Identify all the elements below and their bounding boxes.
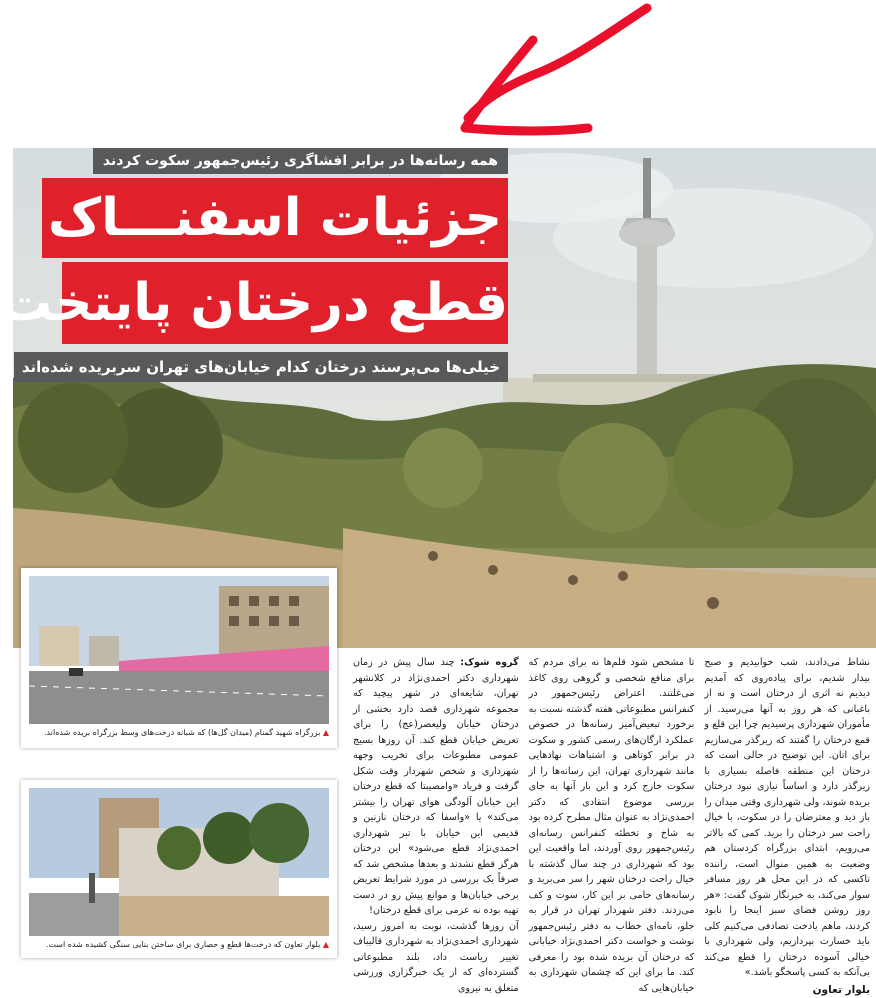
- headline-line-2: قطع درختان پایتخت: [62, 262, 508, 344]
- caption-text: بلوار تعاون که درخت‌ها قطع و حصاری برای ساختن بنایی سنگی کشیده شده است.: [46, 940, 320, 949]
- caption-text: بزرگراه شهید گمنام (میدان گل‌ها) که شبانه درخت‌های وسط بزرگراه بریده شده‌اند.: [44, 728, 320, 737]
- headline-line-1: جزئیات اسفنـــاک: [42, 178, 508, 258]
- article-column-1: [353, 655, 519, 971]
- column-1-text: چند سال پیش در زمان شهرداری دکتر احمدی‌نژاد در کلانشهر تهران، شایعه‌ای در شهر پیچید که مجموعه شهرداری قصد دارد بخشی از درختان خیابان ولیعصر(عج) را برای تعریض خیابان قطع کند. آن روزها بسیج عمومی مطبوعات برای تخریب وجهه شهرداری و شخص شهردار وقت شکل گرفت و فریاد «وامصیبتا که قطع درختان این خیابان آلودگی هوای تهران را بیشتر می‌کند» یا «واسفا که درختان نازنین و قدیمی این خیابان با تبر شهرداری احمدی‌نژاد قطع می‌شود» این درختان هرگز قطع نشدند و بعدها مشخص شد که صرفاً یک بررسی در مورد شرایط تعریض برخی خیابان‌ها و موانع پیش رو در دست تهیه بوده نه عزمی برای قطع درختان!: [353, 657, 519, 916]
- highway-photo: [29, 576, 329, 724]
- triangle-bullet-icon: ▲: [323, 728, 329, 737]
- column-1-text-b: آن روزها گذشت، نوبت به امروز رسید، شهرداری احمدی‌نژاد به شهرداری قالیباف تغییر ریاست داد، بلند مطبوعاتی گسترده‌ای که از یک خبرگزاری ورزشی متعلق به نیروی: [353, 919, 519, 997]
- inset-photo-taavon: [21, 780, 337, 958]
- inset-caption-2: [29, 940, 329, 949]
- triangle-bullet-icon: ▲: [323, 940, 329, 949]
- subsection-heading: بلوار تعاون: [704, 983, 870, 998]
- kicker-strap: همه رسانه‌ها در برابر افشاگری رئیس‌جمهور سکوت کردند: [93, 148, 508, 174]
- subheadline-deck: خیلی‌ها می‌پرسند درختان کدام خیابان‌های تهران سربریده شده‌اند: [14, 352, 508, 382]
- column-2-text: تا مشخص شود قلم‌ها نه برای مردم که برای منافع شخصی و گروهی روی کاغذ می‌غلتند. اعتراض رئیس‌جمهور در کنفرانس مطبوعاتی هفته گذشته نسبت به برخورد تبعیض‌آمیز رسانه‌ها در خصوص عملکرد ارگان‌های رسمی کشور و سکوت در برابر کوتاهی و اشتباهات نهادهایی مانند شهرداری تهران، این رسانه‌ها را از سکوت خارج کرد و این بار آنها به جای بررسی موضوع انتقادی که دکتر احمدی‌نژاد به عنوان مثال مطرح کرده بود به شاخ و تخطئه کنفرانس رسانه‌ای رئیس‌جمهور روی آوردند، اما واقعیت این بود که شهرداری در چند سال گذشته با خیال راحت درختان شهر را سر می‌برید و رسانه‌های حامی بر این کار، سوت و کف می‌زدند. دفتر شهردار تهران در قرار به جلو، نامه‌ای خطاب به دفتر رئیس‌جمهور نوشت و خواست دکتر احمدی‌نژاد خیابانی که درختان آن بریده شده بود را معرفی کند. ما برای این که چشمان شهرداری به خیابان‌هایی که: [529, 655, 695, 996]
- inset-caption-1: [29, 728, 329, 737]
- red-arrow-annotation: [13, 0, 876, 150]
- taavon-boulevard-photo: [29, 788, 329, 936]
- byline-lead: گروه شوک:: [460, 657, 518, 668]
- article-column-3: [704, 655, 870, 971]
- inset-photo-highway: [21, 568, 337, 748]
- article-columns: [353, 655, 876, 971]
- column-3-text: نشاط می‌دادند، شب خوابیدیم و صبح بیدار شدیم، برای پیاده‌روی که آمدیم دیدیم نه اثری از درختان است و نه از باغبانی که هر روز به آنها می‌رسید. از مأموران شهرداری پرسیدیم چرا این قلع و قمع درختان را گفتند که زیرگذر می‌سازیم برای اتان. این توضیح در حالی است که درختان این منطقه فاصله بسیاری با زیرگذر دارد و اساساً نیازی نبود درختان بریده شوند، ولی شهرداری وقتی میدان را باز دید و معترضان را در سکوت، با خیال راحت سر درختان را برید. کمی که بالاتر می‌رویم، ابتدای بزرگراه کردستان هم وضعیت به همین منوال است، راننده تاکسی که در این محل هر روز مسافر سوار می‌کند، به خبرنگار شوک گفت: «هر روز روشن فضای سبز اینجا را نابود کردند، ماهم یادخت تصادفی می‌کنیم کلی باید خسارت بپردازیم، ولی شهرداری با خیالی آسوده درختان را قطع می‌کند بی‌آنکه به کسی پاسخگو باشد.»: [704, 655, 870, 981]
- article-column-2: [529, 655, 695, 971]
